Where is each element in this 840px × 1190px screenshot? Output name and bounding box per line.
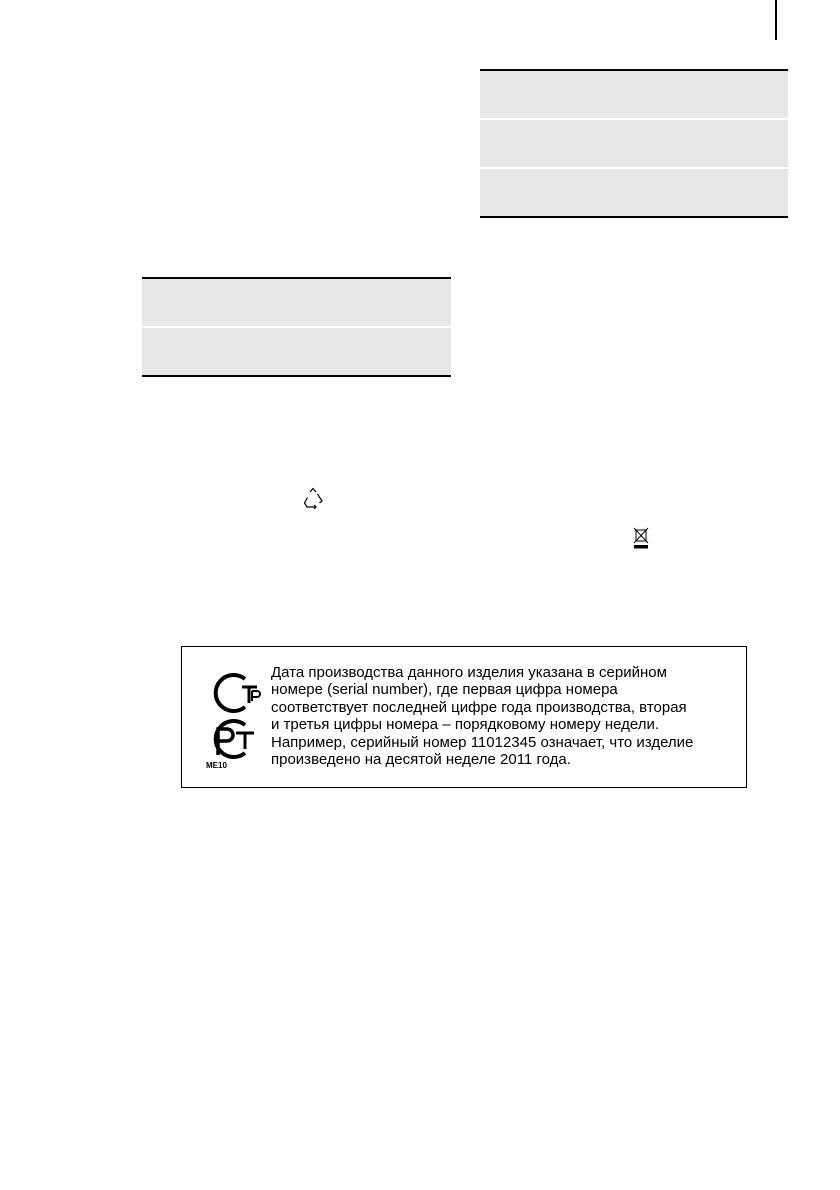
pct-mark-icon <box>216 721 254 757</box>
eac-mark-icon <box>216 675 260 711</box>
table-row <box>480 71 788 120</box>
certification-marks <box>203 667 261 775</box>
certification-text <box>271 664 741 768</box>
certification-box <box>181 646 747 788</box>
spec-table-left <box>142 277 451 377</box>
column-rule <box>775 0 777 40</box>
text-line: и третья цифры номера – порядковому номеру недели. <box>271 716 660 734</box>
table-row <box>480 169 788 216</box>
table-row <box>142 328 451 375</box>
crossed-out-bin-icon <box>633 527 649 549</box>
recycle-icon <box>302 487 324 509</box>
text-line: Дата производства данного изделия указана в серийном <box>271 664 667 681</box>
text-line: номере (serial number), где первая цифра номера <box>271 681 618 699</box>
mark-code-label: ME10 <box>206 761 227 770</box>
text-line: соответствует последней цифре года производства, вторая <box>271 698 687 716</box>
text-line: Например, серийный номер 11012345 означает, что изделие <box>271 733 694 751</box>
table-row <box>480 120 788 169</box>
text-line: произведено на десятой неделе 2011 года. <box>271 751 571 769</box>
spec-table-right <box>480 69 788 218</box>
table-row <box>142 279 451 328</box>
